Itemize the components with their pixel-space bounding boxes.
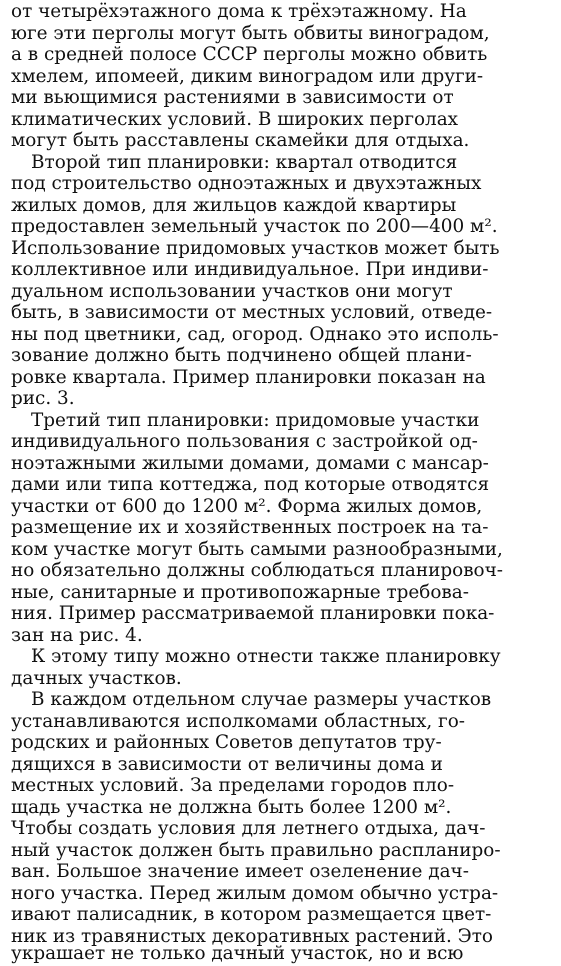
text-line: ный участок должен быть правильно распланиро- <box>11 839 501 861</box>
text-line: от четырёхэтажного дома к трёхэтажному. На <box>11 1 467 22</box>
text-line: дуальном использовании участков они могут <box>11 280 453 302</box>
text-line: ник из травянистых декоративных растений. Это <box>11 925 493 947</box>
text-line: зование должно быть подчинено общей плани- <box>11 345 472 366</box>
paragraph-start-line: Второй тип планировки: квартал отводится <box>31 151 458 173</box>
text-line: родских и районных Советов депутатов тру- <box>11 732 442 753</box>
text-line: участки от 600 до 1200 м². Форма жилых домов, <box>11 495 483 517</box>
text-line: ноэтажными жилыми домами, домами с мансар- <box>11 452 489 474</box>
text-line: могут быть расставлены скамейки для отдыха. <box>11 130 470 151</box>
paragraph-start-line: В каждом отдельном случае размеры участков <box>31 689 492 710</box>
text-line: ровке квартала. Пример планировки показан на <box>11 366 486 388</box>
text-line: ивают палисадник, в котором размещается цвет- <box>11 904 492 925</box>
text-line: размещение их и хозяйственных построек на та- <box>11 517 489 538</box>
text-line: а в средней полосе СССР перголы можно обвить <box>11 44 488 65</box>
text-line: местных условий. За пределами городов пло- <box>11 775 455 796</box>
text-line: юге эти перголы могут быть обвиты виноградом, <box>11 22 490 44</box>
text-line: украшает не только дачный участок, но и всю <box>11 943 464 964</box>
text-line: ния. Пример рассматриваемой планировки пока- <box>11 603 495 624</box>
text-line: ные, санитарные и противопожарные требова- <box>11 581 469 603</box>
text-line: климатических условий. В широких перголах <box>11 108 459 130</box>
text-line: хмелем, ипомеей, диким виноградом или други- <box>11 65 484 87</box>
text-line: коллективное или индивидуальное. При индиви- <box>11 259 489 280</box>
document-page <box>11 0 556 965</box>
paragraph-start-line: К этому типу можно отнести также планировку <box>31 646 501 667</box>
text-line: дами или типа коттеджа, под которые отводятся <box>11 474 490 495</box>
text-line: предоставлен земельный участок по 200—400 м². <box>11 216 498 237</box>
text-line: ми вьющимися растениями в зависимости от <box>11 87 454 108</box>
text-line: ком участке могут быть самыми разнообразными, <box>11 538 503 560</box>
text-line: щадь участка не должна быть более 1200 м². <box>11 796 452 818</box>
paragraph-start-line: Третий тип планировки: придомовые участки <box>31 409 480 431</box>
text-line: ван. Большое значение имеет озеленение дач- <box>11 861 469 882</box>
text-line: жилых домов, для жильцов каждой квартиры <box>11 194 457 216</box>
text-line: рис. 3. <box>11 388 75 409</box>
text-line: индивидуального пользования с застройкой од- <box>11 431 478 452</box>
text-line: дачных участков. <box>11 667 182 689</box>
text-line: ны под цветники, сад, огород. Однако это исполь- <box>11 323 499 345</box>
text-line: Использование придомовых участков может быть <box>11 237 500 259</box>
text-line: под строительство одноэтажных и двухэтажных <box>11 173 482 194</box>
text-line: но обязательно должны соблюдаться планировоч- <box>11 560 504 581</box>
text-line: ного участка. Перед жилым домом обычно устра- <box>11 882 499 904</box>
text-line: зан на рис. 4. <box>11 624 143 646</box>
text-line: Чтобы создать условия для летнего отдыха, дач- <box>11 818 486 839</box>
text-line: быть, в зависимости от местных условий, отведе- <box>11 302 493 323</box>
text-line: устанавливаются исполкомами областных, го- <box>11 710 465 732</box>
text-line: дящихся в зависимости от величины дома и <box>11 753 443 775</box>
